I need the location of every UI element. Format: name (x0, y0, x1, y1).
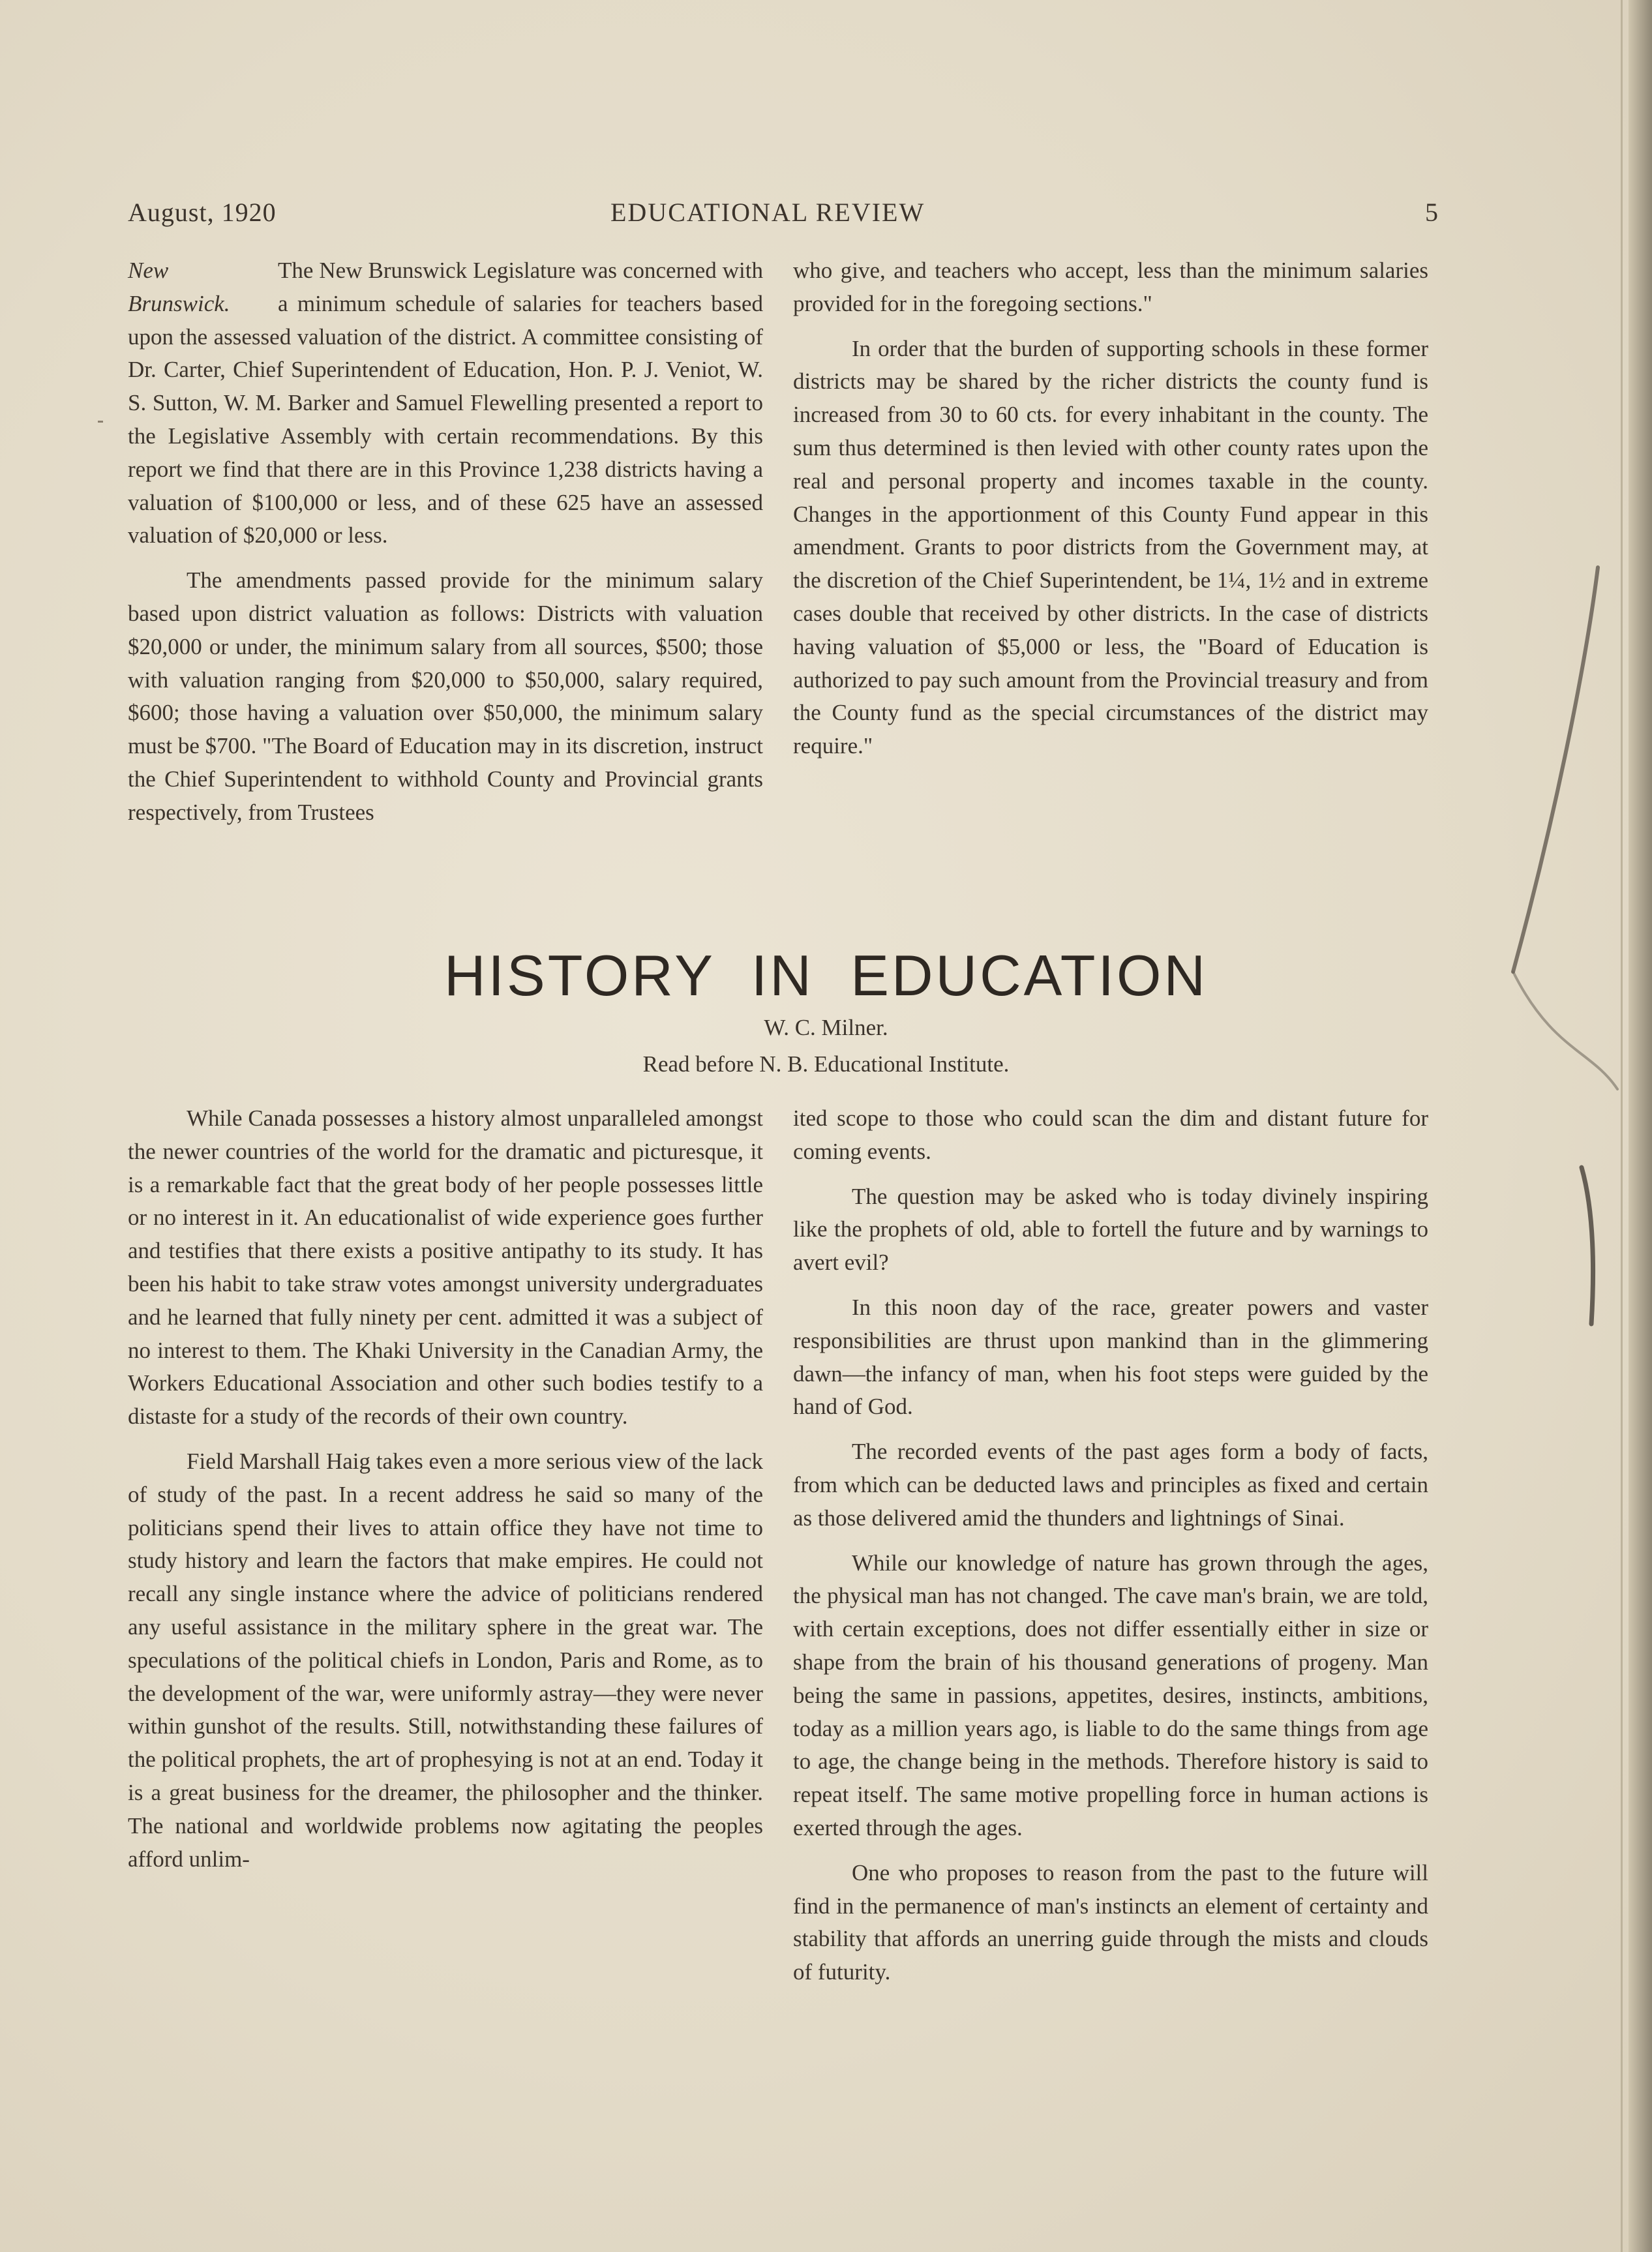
paragraph: The New Brunswick Legislature was concerned with a minimum schedule of salaries for teachers based upon the assessed valuation of the district. A committee consisting of Dr. Carter, Chief Superintendent of Education, Hon. P. J. Veniot, W. S. Sutton, W. M. Barker and Samuel Flewelling presented a report to the Legislative Assembly with certain recommendations. By this report we find that there are in this Province 1,238 districts having a valuation of $100,000 or less, and of these 625 have an assessed valuation of $20,000 or less. (128, 258, 763, 548)
issue-date: August, 1920 (128, 198, 277, 227)
paragraph: In order that the burden of supporting schools in these former districts may be shared by the richer districts the county fund is increased from 30 to 60 cts. for every inhabitant in the county. The sum thus determined is then levied with other county rates upon the real and personal property and incomes taxable in the county. Changes in the apportionment of this County Fund appear in this amendment. Grants to poor districts from the Government may, at the discretion of the Chief Superintendent, be 1¼, 1½ and in extreme cases double that received by other districts. In the case of districts having valuation of $5,000 or less, the "Board of Education is authorized to pay such amount from the Provincial treasury and from the County fund as the special circumstances of the district may require." (793, 335, 1428, 759)
paragraph: who give, and teachers who accept, less than the minimum salaries provided for in the foregoing sections." (793, 258, 1428, 316)
pencil-margin-mark (1422, 554, 1630, 1402)
article-title: HISTORY IN EDUCATION (444, 943, 1208, 1008)
paragraph: In this noon day of the race, greater powers and vaster responsibilities are thrust upon mankind than in the glimmering dawn—the infancy of man, when his foot steps were guided by the hand of God. (793, 1294, 1428, 1420)
paragraph: Field Marshall Haig takes even a more serious view of the lack of study of the past. In a recent address he said so many of the politicians spend their lives to attain office they have not time to study history and learn the factors that make empires. He could not recall any single instance where the advice of politicians rendered any useful assistance in the military sphere in the great war. The speculations of the political chiefs in London, Paris and Rome, as to the development of the war, were uniformly astray—they were never within gunshot of the results. Still, notwithstanding these failures of the political prophets, the art of prophesying is not at an end. Today it is a great business for the dreamer, the philosopher and the thinker. The national and worldwide problems now agitating the peoples afford unlim- (128, 1448, 763, 1872)
running-header (128, 197, 1439, 236)
article-subtitle: Read before N. B. Educational Institute. (642, 1051, 1010, 1077)
sidehead-line-2: Brunswick. (128, 290, 230, 316)
page-number: 5 (1425, 198, 1439, 227)
margin-mark (98, 421, 103, 423)
paragraph: The recorded events of the past ages form a body of facts, from which can be deducted laws and principles as fixed and certain as those delivered amid the thunders and lightnings of Sinai. (793, 1439, 1428, 1531)
paragraph: While our knowledge of nature has grown through the ages, the physical man has not changed. The cave man's brain, we are told, with certain exceptions, does not differ essentially either in size or shape from the brain of his thousand generations of progeny. Man being the same in passions, appetites, desires, instincts, ambitions, today as a million years ago, is liable to do the same things from age to age, the change being in the methods. Therefore history is said to repeat itself. The same motive propelling force in human actions is exerted through the ages. (793, 1550, 1428, 1840)
article-column-right (793, 1102, 1428, 1989)
sidehead-line-1: New (128, 258, 169, 283)
paragraph: The amendments passed provide for the minimum salary based upon district valuation as follows: Districts with valuation $20,000 or under, the minimum salary from all sources, $500; those with valuation ranging from $20,000 to $50,000, salary required, $600; those having a valuation over $50,000, the minimum salary must be $700. "The Board of Education may in its discretion, instruct the Chief Superintendent to withhold County and Provincial grants respectively, from Trustees (128, 567, 763, 825)
new-brunswick-column-left (128, 254, 763, 830)
journal-title: EDUCATIONAL REVIEW (610, 198, 925, 227)
article-author: W. C. Milner. (764, 1015, 888, 1040)
paragraph: One who proposes to reason from the past to the future will find in the permanence of man's instincts an element of certainty and stability that affords an unerring guide through the mists and clouds of futurity. (793, 1859, 1428, 1985)
new-brunswick-column-right (793, 254, 1428, 763)
page-edge-shadow (1629, 0, 1652, 2252)
paragraph: ited scope to those who could scan the dim and distant future for coming events. (793, 1105, 1428, 1164)
section-sidehead (128, 254, 258, 321)
paragraph: While Canada possesses a history almost unparalleled amongst the newer countries of the world for the dramatic and picturesque, it is a remarkable fact that the great body of her people possesses little or no interest in it. An educationalist of wide experience goes further and testifies that there exists a positive antipathy to its study. It has been his habit to take straw votes amongst university undergraduates and he learned that fully ninety per cent. admitted it was a subject of no interest to them. The Khaki University in the Canadian Army, the Workers Educational Association and other such bodies testify to a distaste for a study of the records of their own country. (128, 1105, 763, 1430)
article-column-left (128, 1102, 763, 1876)
paragraph: The question may be asked who is today divinely inspiring like the prophets of old, able to fortell the future and by warnings to avert evil? (793, 1183, 1428, 1276)
